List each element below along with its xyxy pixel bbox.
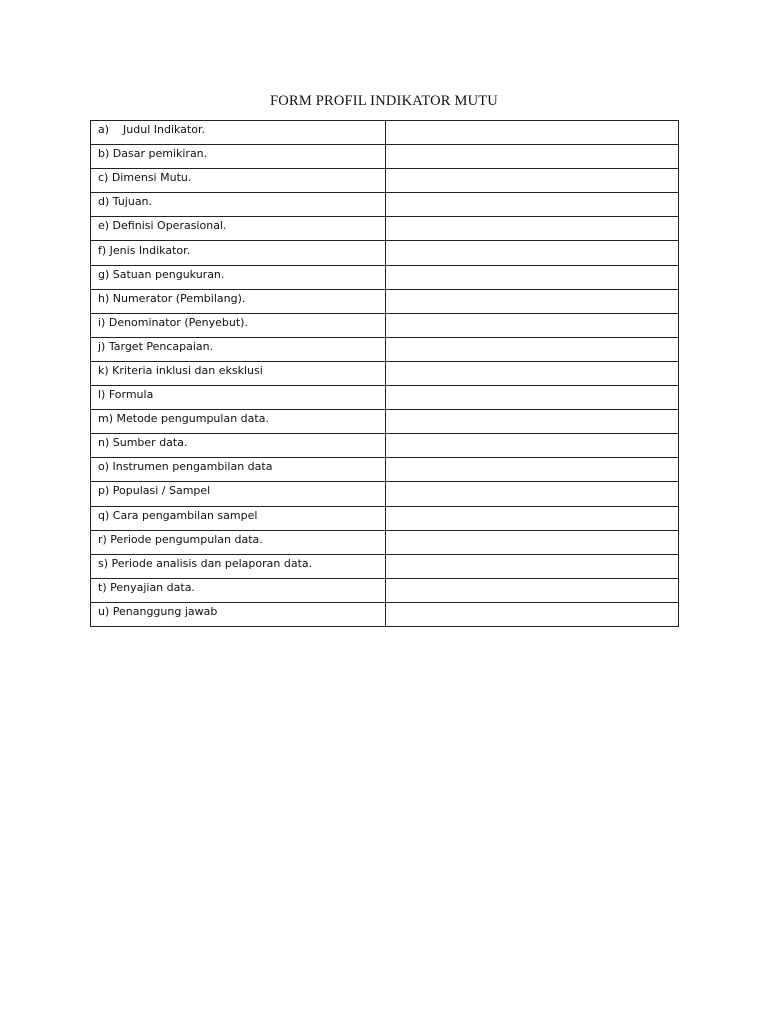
row-label-cell [91,482,386,506]
row-label: l) Formula [98,388,154,402]
table-row [91,506,679,530]
row-value-cell[interactable] [386,386,679,410]
row-label: q) Cara pengambilan sampel [98,508,258,522]
row-label-cell [91,361,386,385]
table-row [91,361,679,385]
table-row [91,217,679,241]
row-label-cell [91,554,386,578]
row-value-cell[interactable] [386,602,679,626]
row-label: d) Tujuan. [98,195,153,209]
table-row [91,337,679,361]
table-row [91,602,679,626]
table-row [91,530,679,554]
row-label-cell [91,386,386,410]
row-value-cell[interactable] [386,482,679,506]
row-label-cell [91,434,386,458]
row-label: m) Metode pengumpulan data. [98,412,269,426]
row-value-cell[interactable] [386,530,679,554]
table-row [91,482,679,506]
row-value-cell[interactable] [386,265,679,289]
row-label-cell [91,145,386,169]
table-row [91,169,679,193]
row-value-cell[interactable] [386,554,679,578]
table-row [91,410,679,434]
row-value-cell[interactable] [386,313,679,337]
row-label-cell [91,410,386,434]
row-label: o) Instrumen pengambilan data [98,460,273,474]
row-label-cell [91,458,386,482]
indicator-profile-table [90,120,679,627]
row-label: h) Numerator (Pembilang). [98,291,246,305]
row-value-cell[interactable] [386,193,679,217]
row-label-cell [91,289,386,313]
row-label: k) Kriteria inklusi dan eksklusi [98,363,263,377]
row-value-cell[interactable] [386,145,679,169]
row-label: b) Dasar pemikiran. [98,147,208,161]
row-label: c) Dimensi Mutu. [98,171,192,185]
row-value-cell[interactable] [386,121,679,145]
row-label-cell [91,169,386,193]
table-row [91,145,679,169]
table-row [91,578,679,602]
row-value-cell[interactable] [386,506,679,530]
row-label: i) Denominator (Penyebut). [98,315,248,329]
row-value-cell[interactable] [386,361,679,385]
row-value-cell[interactable] [386,169,679,193]
row-label: a) Judul Indikator. [98,123,205,137]
row-label-cell [91,337,386,361]
page-title: FORM PROFIL INDIKATOR MUTU [270,93,498,109]
row-label: u) Penanggung jawab [98,604,218,618]
row-value-cell[interactable] [386,241,679,265]
table-row [91,121,679,145]
row-label: p) Populasi / Sampel [98,484,211,498]
row-label-cell [91,313,386,337]
table-row [91,241,679,265]
row-label-cell [91,265,386,289]
row-label-cell [91,530,386,554]
table-row [91,193,679,217]
row-value-cell[interactable] [386,578,679,602]
table-row [91,313,679,337]
table-row [91,265,679,289]
table-body [91,121,679,627]
row-value-cell[interactable] [386,217,679,241]
row-value-cell[interactable] [386,434,679,458]
row-value-cell[interactable] [386,458,679,482]
table-row [91,386,679,410]
row-label: s) Periode analisis dan pelaporan data. [98,556,313,570]
row-value-cell[interactable] [386,289,679,313]
row-label: t) Penyajian data. [98,580,195,594]
row-label-cell [91,578,386,602]
table-row [91,434,679,458]
row-label: n) Sumber data. [98,436,188,450]
table-row [91,289,679,313]
row-label: j) Target Pencapaian. [98,339,214,353]
row-label: e) Definisi Operasional. [98,219,227,233]
row-label: f) Jenis Indikator. [98,243,191,257]
row-label-cell [91,506,386,530]
row-label-cell [91,121,386,145]
row-value-cell[interactable] [386,410,679,434]
row-label-cell [91,602,386,626]
row-label: r) Periode pengumpulan data. [98,532,263,546]
row-label-cell [91,217,386,241]
row-label-cell [91,241,386,265]
row-label: g) Satuan pengukuran. [98,267,225,281]
table-row [91,554,679,578]
row-label-cell [91,193,386,217]
row-value-cell[interactable] [386,337,679,361]
table-row [91,458,679,482]
